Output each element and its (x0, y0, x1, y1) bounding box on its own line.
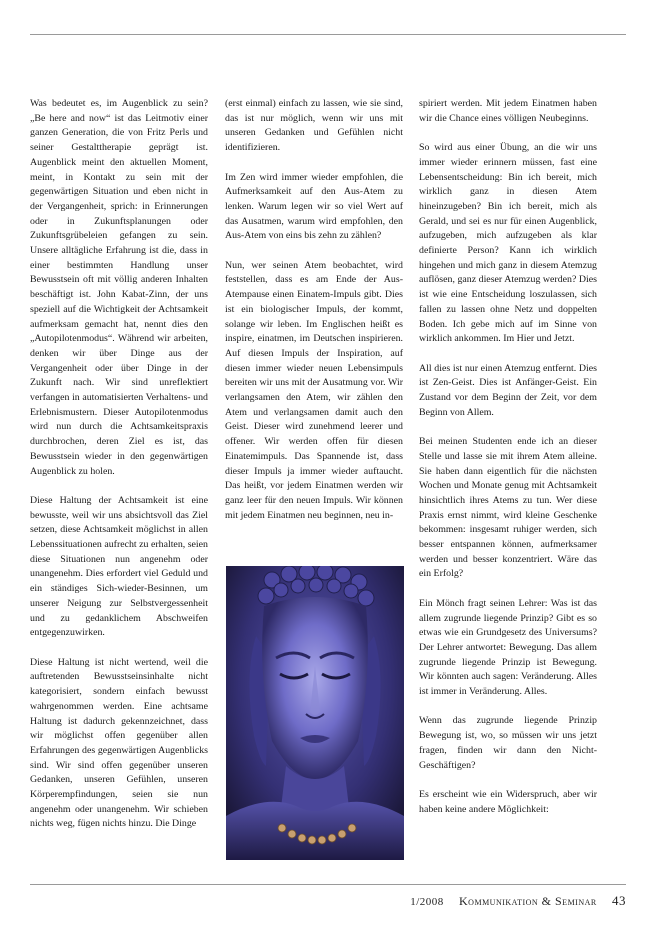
page-number: 43 (612, 893, 626, 908)
paragraph: spiriert werden. Mit jedem Einatmen haben wir die Chance eines völligen Neubeginns. (419, 98, 597, 124)
magazine-title: Kommunikation & Seminar (459, 894, 597, 908)
top-rule (30, 34, 626, 35)
paragraph: So wird aus einer Übung, an die wir uns immer wieder erinnern müssen, fast eine Lebensentscheidung: Bin ich bereit, mich wirklich ganz in diesen Atem hineinzugeben? Bin ich bereit, mich als Gerald, und sei es nur für einen Augenblick, aufzugeben, mich aufzugeben als klar definierte Person? Kann ich wirklich hingehen und mich ganz in diesem Atemzug auflösen, ganz dieser Atemzug werden? Dies ist wie eine Entscheidung loszulassen, sich fallen zu lassen ohne Netz und doppelten Boden. Ich gebe mich auf im Sinne von wirklich ankommen. Im Hier und Jetzt. (419, 142, 597, 345)
text-column-1 (30, 97, 208, 847)
paragraph: Nun, wer seinen Atem beobachtet, wird feststellen, dass es am Ende der Aus-Atempause einen Einatem-Impuls gibt. Dies ist ein biologischer Impuls, der kommt, solange wir leben. Im Englischen heißt es inspire, einatmen, im Deutschen inspirieren. Auf diesen Impuls der Inspiration, auf diesen immer wieder neuen Lebensimpuls bereiten wir uns mit der Ausatmung vor. Wir verlangsamen den Atem, wir zählen den Atem und verlangsamen damit auch den Geist. Dieser wird zunehmend leerer und offener. Wir werden offen für diesen Einatemimpuls. Das Spannende ist, dass dieser Impuls ja immer wieder auftaucht. Das heißt, vor jedem Einatmen werden wir ganz leer für den neuen Impuls. Wir können mit jedem Einatmen neu beginnen, neu in- (225, 259, 403, 521)
paragraph: Diese Haltung der Achtsamkeit ist eine bewusste, weil wir uns absichtsvoll das Ziel setzen, diese Achtsamkeit möglichst in allen Lebenssituationen aufrecht zu erhalten, seien diese Situationen nun angenehm oder unangenehm. Dies erfordert viel Geduld und ein ständiges Sich-wieder-Besinnen, um unserer Neigung zur Selbstvergessenheit und zu gedanklichem Abschweifen entgegenzuwirken. (30, 494, 208, 639)
buddha-photo (226, 566, 404, 860)
bottom-rule (30, 884, 626, 885)
page-footer (398, 893, 626, 909)
paragraph: Ein Mönch fragt seinen Lehrer: Was ist das allem zugrunde liegende Prinzip? Gibt es so etwas wie ein Grundgesetz des Universums? Der Lehrer antwortet: Bewegung. Das allem zugrunde liegende Prinzip ist Bewegung. Wir könnten auch sagen: Veränderung. Alles ist immer in Veränderung. Alles. (419, 597, 597, 698)
paragraph: (erst einmal) einfach zu lassen, wie sie sind, das ist nur möglich, wenn wir uns mit unseren Gedanken und Gefühlen nicht identifizieren. (225, 98, 403, 154)
paragraph: Es erscheint wie ein Widerspruch, aber wir haben keine andere Möglichkeit: (419, 788, 597, 815)
text-column-2 (225, 97, 403, 523)
paragraph: Bei meinen Studenten ende ich an dieser Stelle und lasse sie mit ihrem Atem alleine. Sie haben dann eigentlich für die nächsten Wochen und Monate genug mit Achtsamkeit hinsichtlich ihres Atems zu tun. Wer diese Praxis ernst nimmt, wird kleine Geschenke bekommen: insgesamt ruhiger werden, sich besser entspannen können, aufmerksamer werden und besser konzentriert. Wäre das ein Erfolg? (419, 436, 597, 580)
paragraph: Wenn das zugrunde liegende Prinzip Bewegung ist, wo, so müssen wir uns jetzt fragen, finden wir dann den Nicht-Geschäftigen? (419, 715, 597, 771)
text-column-3 (419, 97, 597, 832)
issue-number: 1/2008 (410, 896, 444, 908)
paragraph: Was bedeutet es, im Augenblick zu sein? „Be here and now“ ist das Leitmotiv einer ganzen Generation, die von Fritz Perls und seiner Gestalttherapie geprägt ist. Augenblick meint den aktuellen Moment, meint, in Kontakt zu sein mit der gegenwärtigen Situation und eben nicht in der Vergangenheit, sprich: in Erinnerungen oder in Zukunftsplanungen oder Zukunftsgrübeleien gefangen zu sein. Unsere alltägliche Erfahrung ist die, dass in einer bestimmten Handlung unser Bewusstsein oft mit völlig anderen Inhalten beschäftigt ist. John Kabat-Zinn, der uns speziell auf die Wichtigkeit der Achtsamkeit aufmerksam gemacht hat, nennt dies den „Autopilotenmodus“. Während wir arbeiten, denken wir über Dinge aus der Vergangenheit oder über Dinge in der Zukunft nach. Wir sind unreflektiert verfangen in automatisierten Verhaltens- und Erlebnismustern. Dieser Autopilotenmodus wird nun durch die Achtsamkeitspraxis durchbrochen, deren Ziel es ist, das Bewusstsein wieder in den gegenwärtigen Augenblick zu holen. (30, 98, 208, 477)
paragraph: Im Zen wird immer wieder empfohlen, die Aufmerksamkeit auf den Aus-Atem zu lenken. Warum legen wir so viel Wert auf das Ausatmen, warum wird empfohlen, den Aus-Atem von eins bis zehn zu zählen? (225, 171, 403, 242)
paragraph: All dies ist nur einen Atemzug entfernt. Dies ist Zen-Geist. Dies ist Anfänger-Geist. Ein Zustand vor dem Beginn der Zeit, vor dem Beginn von Allem. (419, 362, 597, 418)
paragraph: Diese Haltung ist nicht wertend, weil die auftretenden Bewusstseinsinhalte nicht kategorisiert, sondern einfach bewusst wahrgenommen werden. Eine achtsame Haltung ist dadurch gekennzeichnet, dass wir möglichst offen gegenüber allen Erfahrungen des gegenwärtigen Augenblicks sind. Wir sind offen gegenüber unseren Gedanken, unseren Gefühlen, unseren Körperempfindungen, seien sie nun angenehm oder unangenehm. Wir schieben nichts weg, fügen nichts hinzu. Die Dinge (30, 656, 208, 830)
